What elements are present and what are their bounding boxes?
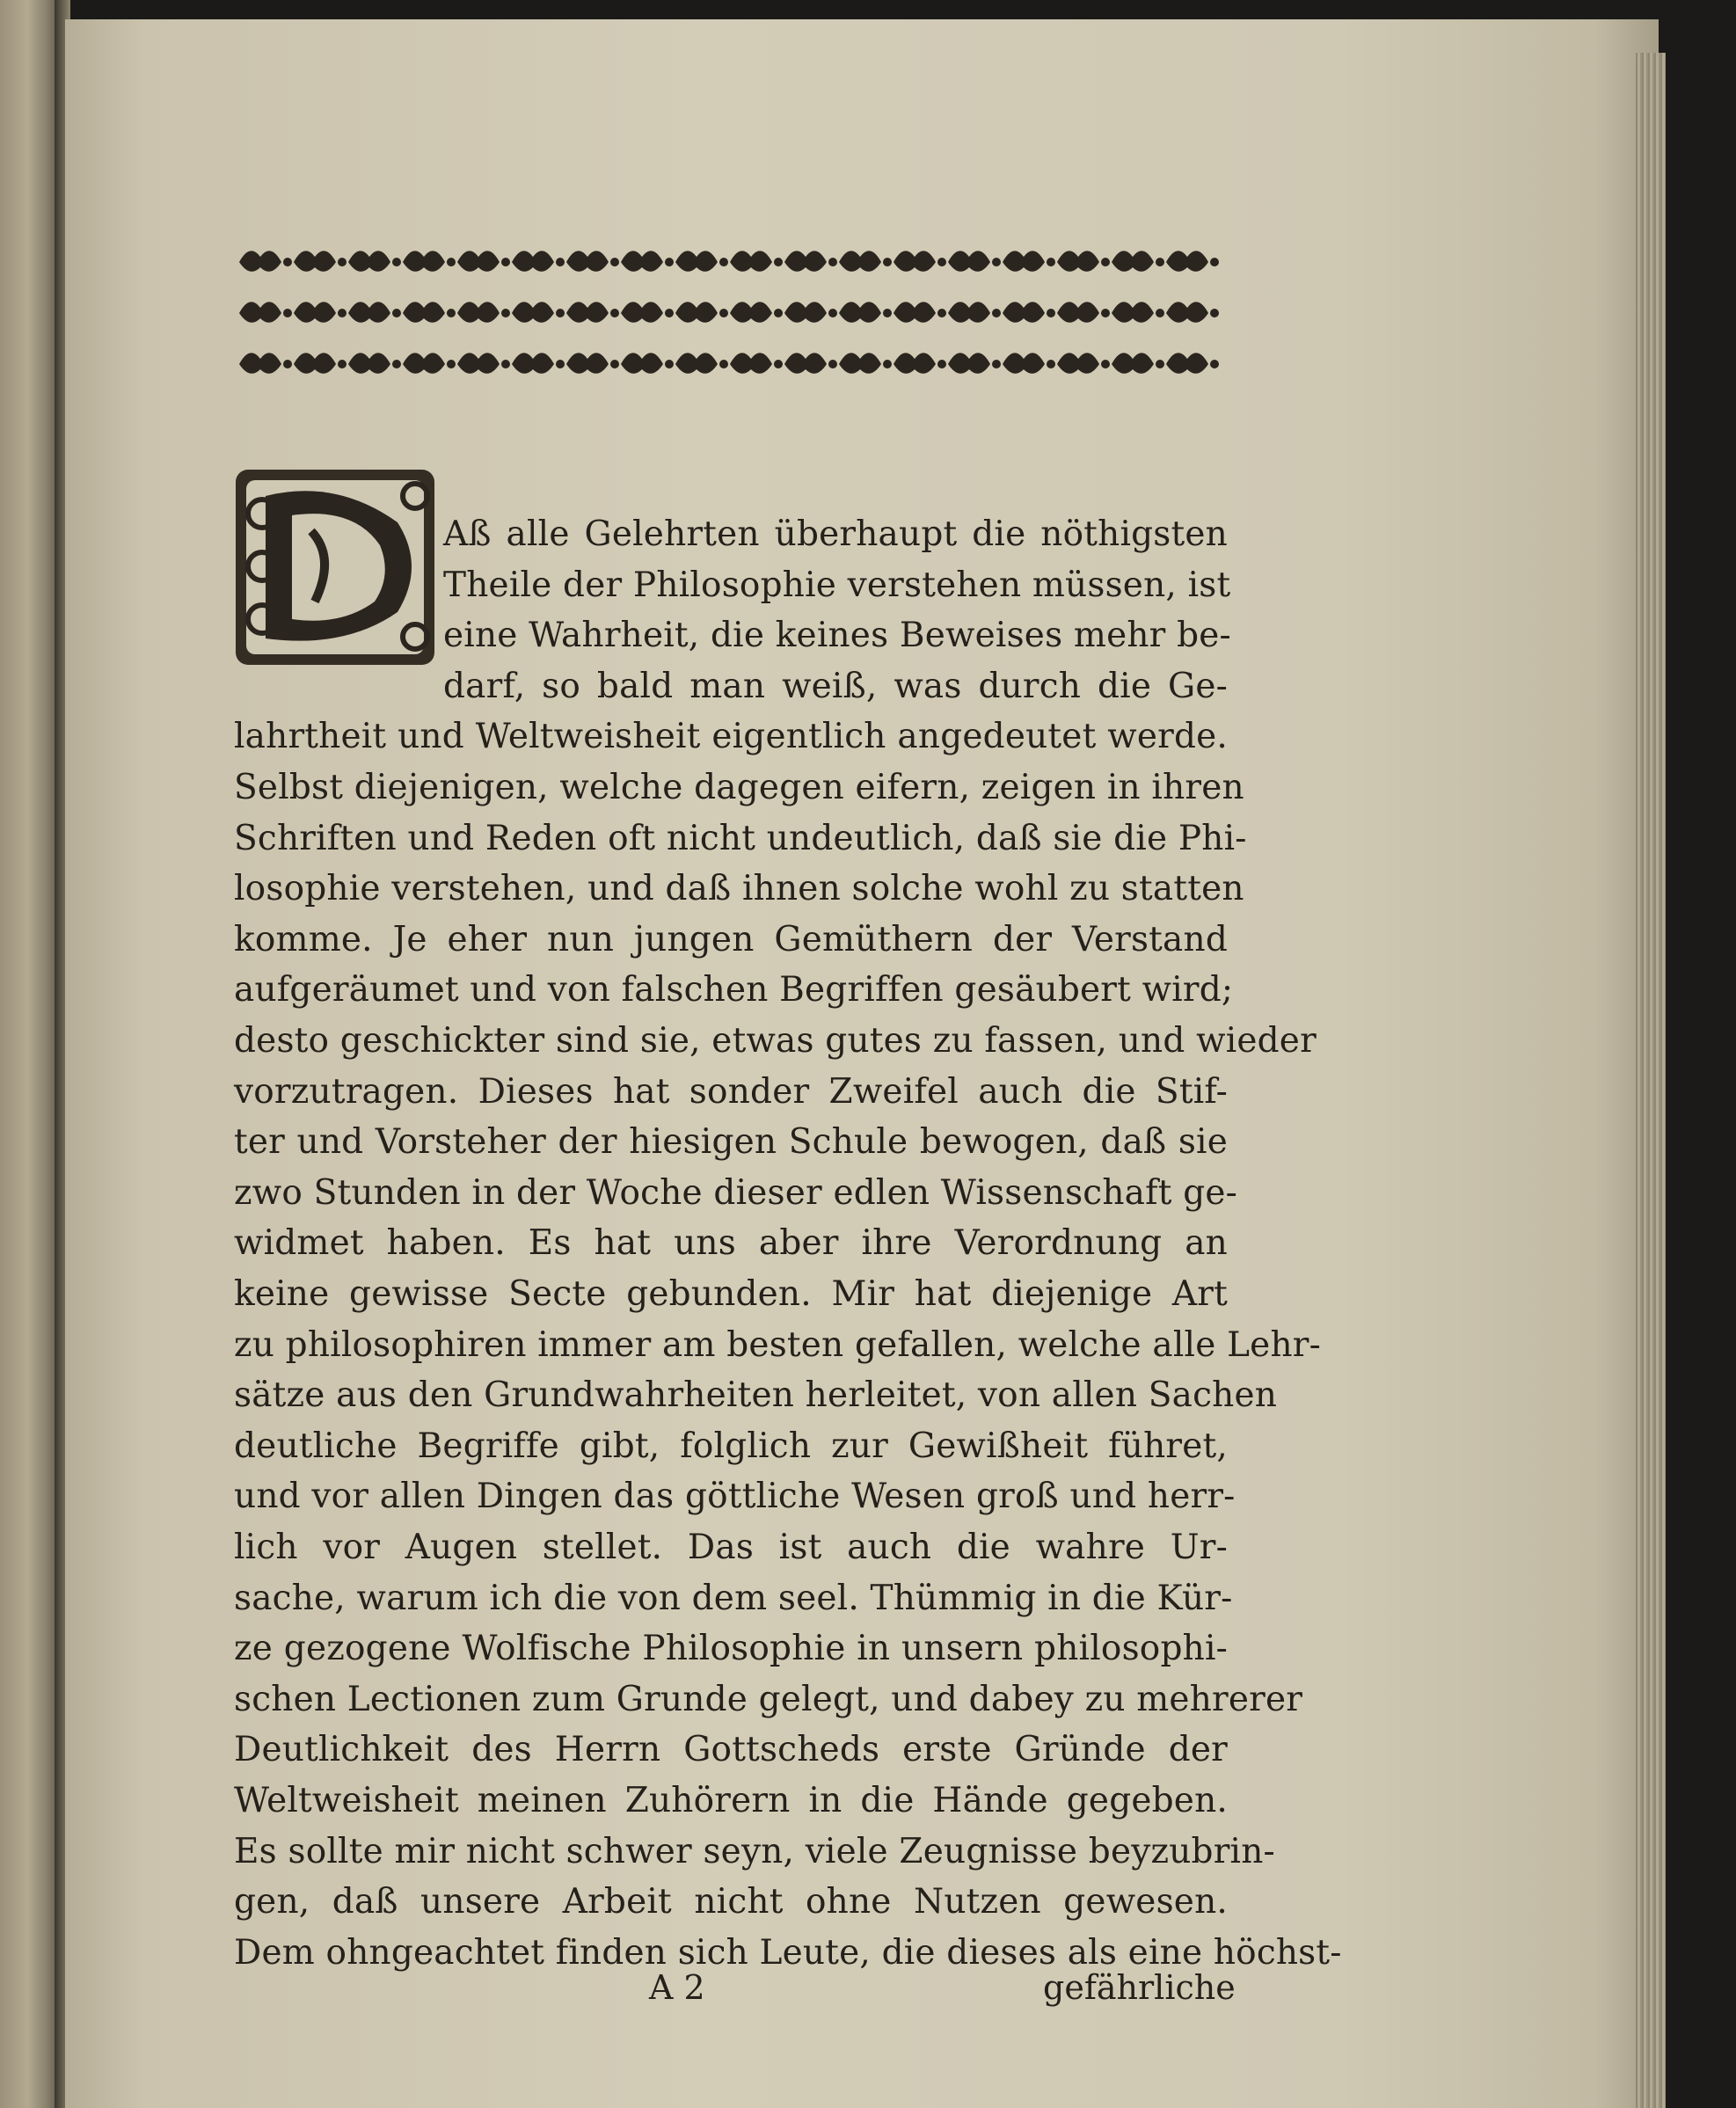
fleuron-ornament xyxy=(403,353,445,374)
text-line: und vor allen Dingen das göttliche Wesen groß und herr- xyxy=(234,1477,1236,1517)
text-line: gen, daß unsere Arbeit nicht ohne Nutzen gewesen. xyxy=(234,1882,1228,1922)
ornament-dot xyxy=(392,360,401,368)
ornament-dot xyxy=(556,309,565,317)
signature-mark: A 2 xyxy=(649,1968,705,2007)
fleuron-ornament xyxy=(403,251,445,272)
fleuron-ornament xyxy=(512,353,554,374)
text-line: aufgeräumet und von falschen Begriffen gesäubert wird; xyxy=(234,970,1234,1010)
fleuron-ornament xyxy=(675,353,718,374)
catchword: gefährliche xyxy=(1043,1968,1236,2007)
ornament-dot xyxy=(1156,309,1164,317)
ornament-dot xyxy=(1101,360,1110,368)
fleuron-ornament xyxy=(566,302,609,323)
fleuron-ornament xyxy=(1112,251,1154,272)
ornament-dot xyxy=(1156,360,1164,368)
fleuron-ornament xyxy=(675,302,718,323)
fleuron-ornament xyxy=(566,353,609,374)
fleuron-ornament xyxy=(948,302,990,323)
ornament-dot xyxy=(828,258,837,266)
ornament-dot xyxy=(719,258,728,266)
fleuron-ornament xyxy=(894,353,936,374)
ornament-dot xyxy=(283,360,292,368)
ornament-dot xyxy=(992,258,1001,266)
fleuron-ornament xyxy=(348,302,390,323)
text-line: komme. Je eher nun jungen Gemüthern der Verstand xyxy=(234,919,1228,959)
ornament-dot xyxy=(1101,309,1110,317)
text-line: vorzutragen. Dieses hat sonder Zweifel auch die Stif- xyxy=(234,1071,1228,1112)
fleuron-ornament xyxy=(239,251,281,272)
fleuron-ornament xyxy=(894,251,936,272)
ornament-dot xyxy=(937,258,946,266)
fleuron-ornament xyxy=(839,353,881,374)
ornament-dot xyxy=(392,309,401,317)
ornament-dot xyxy=(883,258,892,266)
fleuron-ornament xyxy=(894,302,936,323)
text-line: Weltweisheit meinen Zuhörern in die Hände gegeben. xyxy=(234,1781,1228,1820)
ornament-dot xyxy=(992,309,1001,317)
ornament-dot xyxy=(774,309,783,317)
text-line: eine Wahrheit, die keines Beweises mehr be- xyxy=(443,616,1231,656)
ornament-dot xyxy=(1047,258,1055,266)
fleuron-ornament xyxy=(1057,251,1099,272)
text-line: widmet haben. Es hat uns aber ihre Verordnung an xyxy=(234,1223,1228,1264)
fleuron-ornament xyxy=(948,353,990,374)
text-line: Es sollte mir nicht schwer seyn, viele Zeugnisse beyzubrin- xyxy=(234,1831,1275,1871)
ornament-dot xyxy=(338,360,346,368)
fleuron-ornament xyxy=(294,353,336,374)
ornament-dot xyxy=(392,258,401,266)
text-line: lahrtheit und Weltweisheit eigentlich angedeutet werde. xyxy=(234,717,1228,757)
ornament-dot xyxy=(610,360,619,368)
text-line: Theile der Philosophie verstehen müssen, ist xyxy=(443,565,1231,605)
fleuron-ornament xyxy=(512,302,554,323)
ornament-dot xyxy=(1210,309,1219,317)
fleuron-ornament xyxy=(457,302,500,323)
ornament-dot xyxy=(719,309,728,317)
text-line: lich vor Augen stellet. Das ist auch die wahre Ur- xyxy=(234,1528,1228,1567)
ornament-dot xyxy=(774,360,783,368)
text-line: ze gezogene Wolfische Philosophie in unsern philosophi- xyxy=(234,1629,1228,1669)
fleuron-ornament xyxy=(948,251,990,272)
fleuron-ornament xyxy=(839,302,881,323)
text-line: Selbst diejenigen, welche dagegen eifern, zeigen in ihren xyxy=(234,768,1244,807)
ornament-dot xyxy=(338,258,346,266)
fleuron-ornament xyxy=(348,353,390,374)
fleuron-ornament xyxy=(1003,251,1045,272)
ornament-dot xyxy=(1156,258,1164,266)
text-line: sätze aus den Grundwahrheiten herleitet, von allen Sachen xyxy=(234,1375,1278,1416)
fleuron-ornament xyxy=(239,353,281,374)
ornament-dot xyxy=(828,309,837,317)
fleuron-ornament xyxy=(621,302,663,323)
fleuron-ornament xyxy=(1166,353,1208,374)
fleuron-ornament xyxy=(457,353,500,374)
fleuron-ornament xyxy=(1112,353,1154,374)
ornament-dot xyxy=(447,309,456,317)
text-line: darf, so bald man weiß, was durch die Ge- xyxy=(443,666,1228,706)
fleuron-ornament xyxy=(348,251,390,272)
fleuron-ornament xyxy=(839,251,881,272)
fleuron-ornament xyxy=(457,251,500,272)
fleuron-ornament xyxy=(1166,302,1208,323)
ornament-dot xyxy=(665,258,674,266)
fleuron-ornament xyxy=(621,353,663,374)
text-line: schen Lectionen zum Grunde gelegt, und dabey zu mehrerer xyxy=(234,1679,1303,1719)
ornament-dot xyxy=(283,309,292,317)
ornament-dot xyxy=(610,309,619,317)
ornament-dot xyxy=(610,258,619,266)
ornament-dot xyxy=(828,360,837,368)
page-stack-edge xyxy=(1636,53,1666,2108)
fleuron-ornament xyxy=(294,302,336,323)
ornament-dot xyxy=(1210,258,1219,266)
fleuron-ornament xyxy=(784,302,827,323)
ornament-dot xyxy=(501,258,510,266)
text-line: Schriften und Reden oft nicht undeutlich, daß sie die Phi- xyxy=(234,818,1247,858)
decorated-initial-d xyxy=(230,461,440,672)
fleuron-ornament xyxy=(784,251,827,272)
fleuron-ornament xyxy=(1003,302,1045,323)
text-line: desto geschickter sind sie, etwas gutes zu fassen, und wieder xyxy=(234,1021,1317,1061)
ornament-dot xyxy=(283,258,292,266)
ornament-dot xyxy=(992,360,1001,368)
fleuron-ornament xyxy=(675,251,718,272)
ornament-dot xyxy=(937,360,946,368)
ornament-dot xyxy=(447,360,456,368)
ornament-dot xyxy=(1101,258,1110,266)
ornament-dot xyxy=(1047,360,1055,368)
text-line: losophie verstehen, und daß ihnen solche wohl zu statten xyxy=(234,869,1244,909)
ornament-dot xyxy=(774,258,783,266)
fleuron-ornament xyxy=(784,353,827,374)
fleuron-ornament xyxy=(512,251,554,272)
ornament-dot xyxy=(937,309,946,317)
ornament-dot xyxy=(501,309,510,317)
fleuron-ornament xyxy=(239,302,281,323)
ornament-dot xyxy=(883,360,892,368)
text-line: zu philosophiren immer am besten gefallen, welche alle Lehr- xyxy=(234,1324,1322,1365)
fleuron-ornament xyxy=(294,251,336,272)
fleuron-ornament xyxy=(1112,302,1154,323)
ornament-dot xyxy=(556,258,565,266)
fleuron-ornament xyxy=(566,251,609,272)
fleuron-ornament xyxy=(1057,302,1099,323)
facing-page-edge xyxy=(0,0,62,2108)
ornamental-headpiece xyxy=(234,236,1233,403)
fleuron-ornament xyxy=(1166,251,1208,272)
text-line: ter und Vorsteher der hiesigen Schule bewogen, daß sie xyxy=(234,1122,1228,1163)
fleuron-ornament xyxy=(1057,353,1099,374)
text-line: sache, warum ich die von dem seel. Thümmig in die Kür- xyxy=(234,1578,1233,1618)
ornament-dot xyxy=(665,360,674,368)
fleuron-ornament xyxy=(403,302,445,323)
ornament-dot xyxy=(501,360,510,368)
ornament-dot xyxy=(719,360,728,368)
fleuron-ornament xyxy=(730,302,772,323)
fleuron-ornament xyxy=(730,353,772,374)
fleuron-ornament xyxy=(621,251,663,272)
fleuron-ornament xyxy=(730,251,772,272)
ornament-dot xyxy=(338,309,346,317)
text-line: Dem ohngeachtet finden sich Leute, die dieses als eine höchst- xyxy=(234,1932,1342,1973)
ornament-dot xyxy=(447,258,456,266)
text-line: zwo Stunden in der Woche dieser edlen Wissenschaft ge- xyxy=(234,1172,1238,1213)
text-line: deutliche Begriffe gibt, folglich zur Gewißheit führet, xyxy=(234,1426,1228,1466)
ornament-dot xyxy=(665,309,674,317)
fleuron-ornament xyxy=(1003,353,1045,374)
text-line: Deutlichkeit des Herrn Gottscheds erste Gründe der xyxy=(234,1730,1228,1770)
ornament-dot xyxy=(1210,360,1219,368)
ornament-dot xyxy=(883,309,892,317)
text-line: keine gewisse Secte gebunden. Mir hat diejenige Art xyxy=(234,1274,1228,1314)
text-line: Aß alle Gelehrten überhaupt die nöthigsten xyxy=(443,514,1228,554)
ornament-dot xyxy=(556,360,565,368)
ornament-dot xyxy=(1047,309,1055,317)
